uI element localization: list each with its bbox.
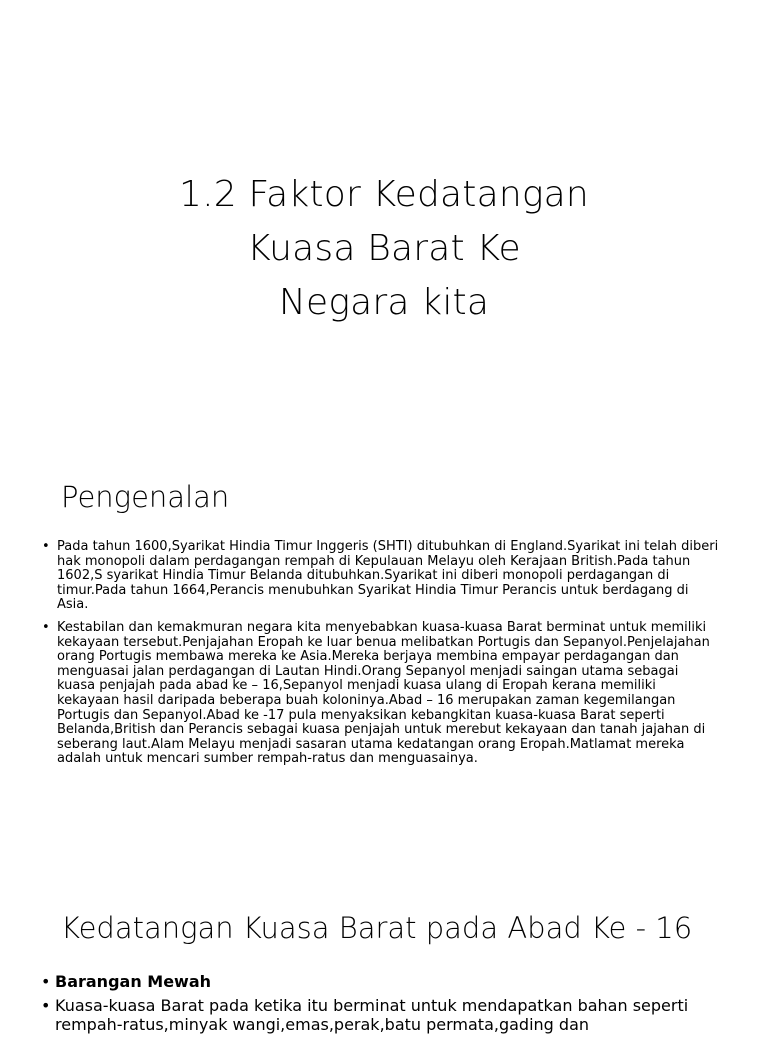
title-line-1: 1.2 Faktor Kedatangan (179, 174, 589, 215)
title-line-3: Negara kita (278, 282, 490, 323)
list-item (40, 972, 740, 991)
list-item (40, 996, 740, 1034)
intro-heading: Pengenalan (61, 480, 230, 514)
intro-bullet-text: Kestabilan dan kemakmuran negara kita menyebabkan kuasa-kuasa Barat berminat untuk memiliki kekayaan tersebut.Penjajahan Eropah ke luar benua melibatkan Portugis dan Sepanyol.Penjelajahan orang Portugis membawa mereka ke Asia.Mereka berjaya membina empayar perdagangan dan menguasai jalan perdagangan di Lautan Hindi.Orang Sepanyol menjadi saingan utama sebagai kuasa penjajah pada abad ke – 16,Sepanyol menjadi kuasa ulang di Eropah kerana memiliki kekayaan hasil daripada beberapa buah koloninya.Abad – 16 merupakan zaman kegemilangan Portugis dan Sepanyol.Abad ke -17 pula menyaksikan kebangkitan kuasa-kuasa Barat seperti Belanda,British dan Perancis sebagai kuasa penjajah untuk merebut kekayaan dan tanah jajahan di seberang laut.Alam Melayu menjadi sasaran utama kedatangan orang Eropah.Matlamat mereka adalah untuk mencari sumber rempah-ratus dan menguasainya. (57, 619, 710, 767)
century-bullet-text: Kuasa-kuasa Barat pada ketika itu berminat untuk mendapatkan bahan seperti rempah-ratus,minyak wangi,emas,perak,batu permata,gading dan (55, 996, 689, 1034)
list-item (40, 621, 720, 767)
century-heading: Kedatangan Kuasa Barat pada Abad Ke - 16 (61, 911, 693, 945)
bullet-marker: • (42, 539, 50, 554)
bullet-marker: • (42, 619, 50, 635)
sixteenth-century-slide (0, 872, 768, 1034)
century-bullet-title: Barangan Mewah (55, 972, 212, 991)
title-slide (0, 0, 768, 440)
intro-bullet-list (40, 540, 720, 775)
century-bullet-list (40, 972, 740, 1039)
slide-title (0, 168, 768, 330)
intro-slide (0, 440, 768, 872)
bullet-marker: • (41, 996, 51, 1015)
intro-bullet-text: Pada tahun 1600,Syarikat Hindia Timur Inggeris (SHTI) ditubuhkan di England.Syarikat ini telah diberi hak monopoli dalam perdagangan rempah di Kepulauan Melayu oleh Kerajaan British.Pada tahun 1602,S syarikat Hindia Timur Belanda ditubuhkan.Syarikat ini diberi monopoli perdagangan di timur.Pada tahun 1664,Perancis menubuhkan Syarikat Hindia Timur Perancis untuk berdagang di Asia. (57, 539, 719, 613)
title-line-2: Kuasa Barat Ke (247, 228, 521, 269)
bullet-marker: • (41, 972, 51, 991)
list-item (40, 540, 720, 613)
